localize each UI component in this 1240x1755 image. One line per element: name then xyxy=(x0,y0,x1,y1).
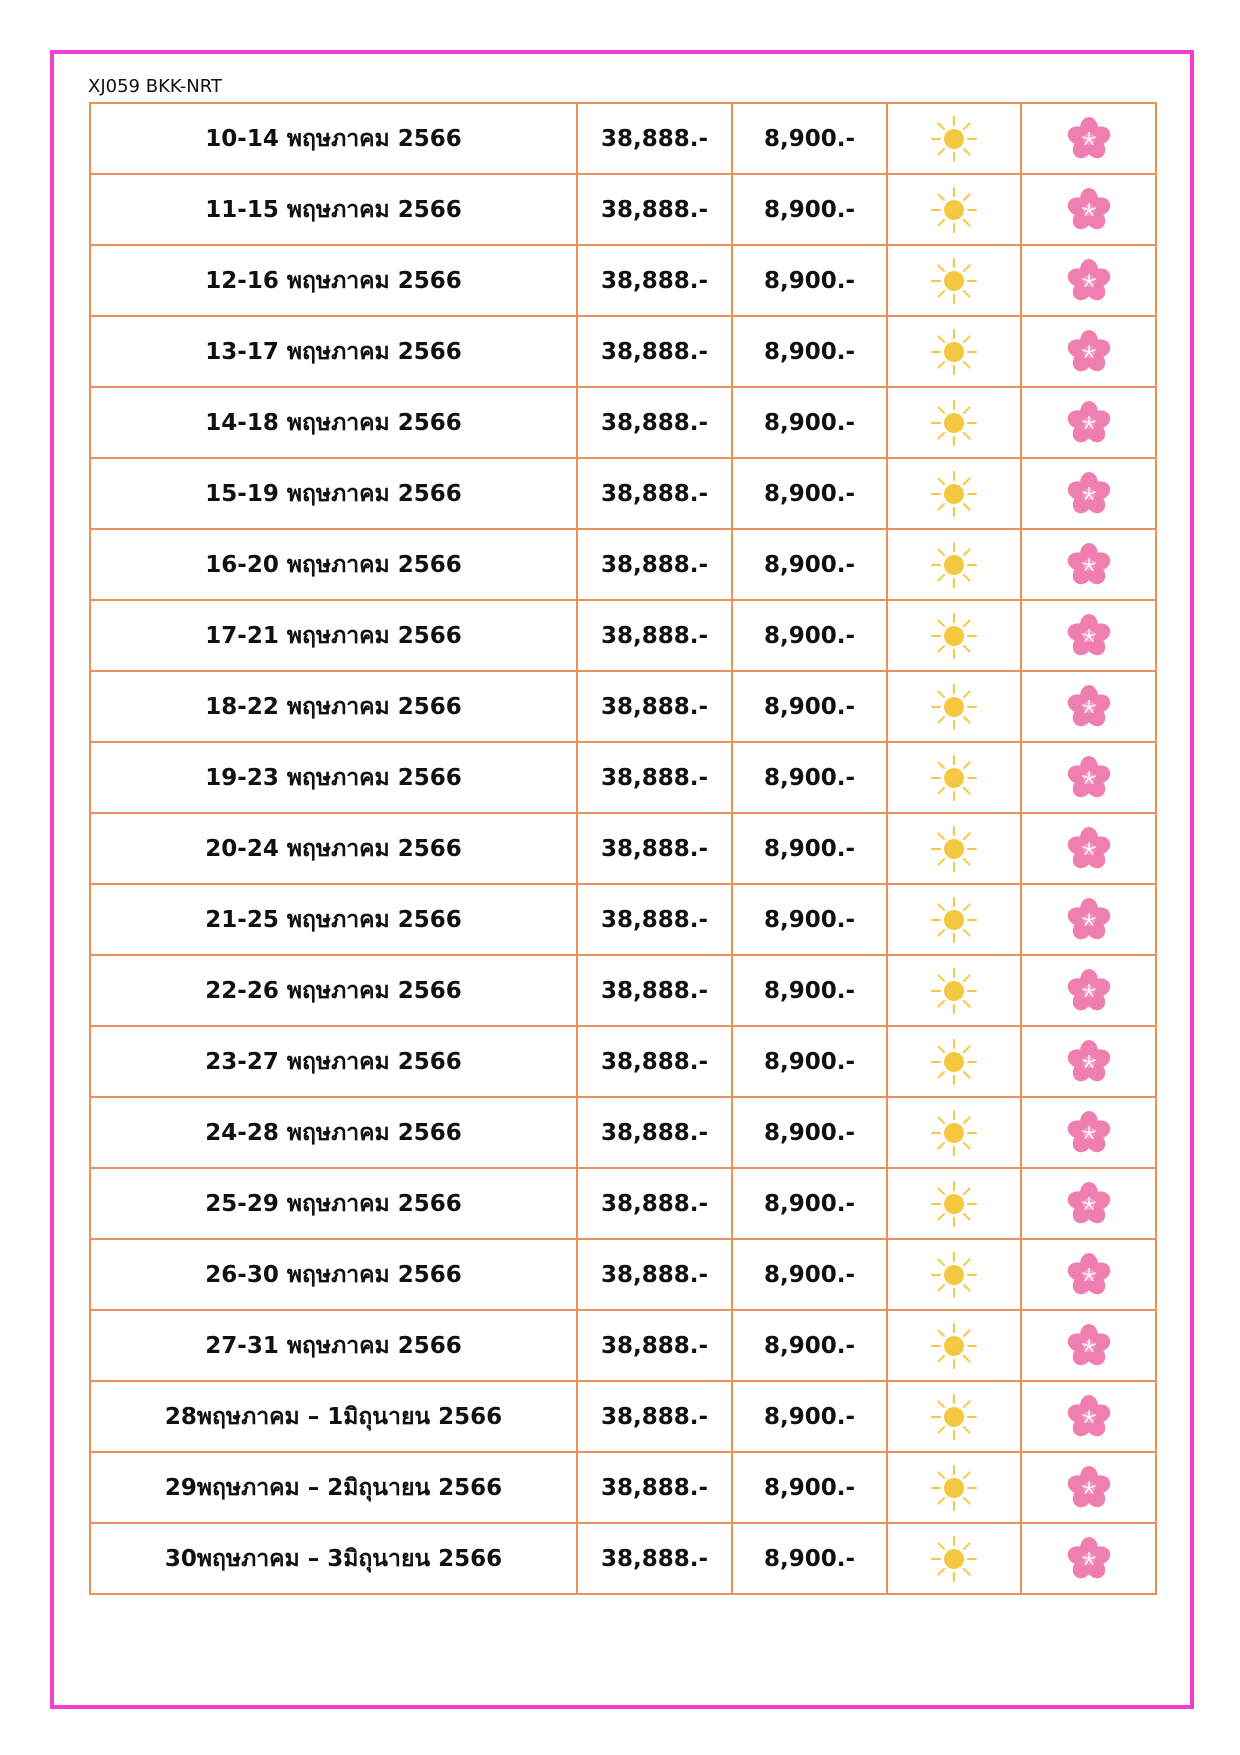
flower-cell xyxy=(1021,1168,1156,1239)
departure-date: 13-17 พฤษภาคม 2566 xyxy=(90,316,577,387)
sun-icon xyxy=(888,541,1020,589)
adult-price: 38,888.- xyxy=(577,813,732,884)
single-supplement: 8,900.- xyxy=(732,1026,887,1097)
season-cell xyxy=(887,458,1021,529)
season-cell xyxy=(887,387,1021,458)
table-row xyxy=(90,1310,1156,1381)
sun-icon xyxy=(888,1535,1020,1583)
sun-icon xyxy=(888,1038,1020,1086)
departure-date: 10-14 พฤษภาคม 2566 xyxy=(90,103,577,174)
flower-cell xyxy=(1021,671,1156,742)
sun-icon xyxy=(888,186,1020,234)
season-cell xyxy=(887,742,1021,813)
adult-price: 38,888.- xyxy=(577,884,732,955)
adult-price: 38,888.- xyxy=(577,1523,732,1594)
adult-price: 38,888.- xyxy=(577,458,732,529)
sakura-icon xyxy=(1022,541,1155,589)
flower-cell xyxy=(1021,1239,1156,1310)
sakura-icon xyxy=(1022,967,1155,1015)
sun-icon xyxy=(888,470,1020,518)
departure-date: 29พฤษภาคม – 2มิถุนายน 2566 xyxy=(90,1452,577,1523)
sun-icon xyxy=(888,257,1020,305)
table-row xyxy=(90,387,1156,458)
adult-price: 38,888.- xyxy=(577,1239,732,1310)
departure-date: 27-31 พฤษภาคม 2566 xyxy=(90,1310,577,1381)
departure-date: 24-28 พฤษภาคม 2566 xyxy=(90,1097,577,1168)
adult-price: 38,888.- xyxy=(577,174,732,245)
table-row xyxy=(90,1239,1156,1310)
single-supplement: 8,900.- xyxy=(732,174,887,245)
sun-icon xyxy=(888,1322,1020,1370)
departure-date: 21-25 พฤษภาคม 2566 xyxy=(90,884,577,955)
season-cell xyxy=(887,245,1021,316)
sun-icon xyxy=(888,967,1020,1015)
table-row xyxy=(90,103,1156,174)
single-supplement: 8,900.- xyxy=(732,1097,887,1168)
season-cell xyxy=(887,671,1021,742)
season-cell xyxy=(887,103,1021,174)
single-supplement: 8,900.- xyxy=(732,955,887,1026)
sakura-icon xyxy=(1022,1322,1155,1370)
table-row xyxy=(90,529,1156,600)
flower-cell xyxy=(1021,884,1156,955)
flower-cell xyxy=(1021,103,1156,174)
flower-cell xyxy=(1021,316,1156,387)
departure-date: 26-30 พฤษภาคม 2566 xyxy=(90,1239,577,1310)
sakura-icon xyxy=(1022,1535,1155,1583)
sun-icon xyxy=(888,683,1020,731)
departure-date: 22-26 พฤษภาคม 2566 xyxy=(90,955,577,1026)
season-cell xyxy=(887,600,1021,671)
single-supplement: 8,900.- xyxy=(732,671,887,742)
single-supplement: 8,900.- xyxy=(732,103,887,174)
single-supplement: 8,900.- xyxy=(732,884,887,955)
flower-cell xyxy=(1021,1026,1156,1097)
departure-date: 25-29 พฤษภาคม 2566 xyxy=(90,1168,577,1239)
sakura-icon xyxy=(1022,1251,1155,1299)
single-supplement: 8,900.- xyxy=(732,316,887,387)
sakura-icon xyxy=(1022,825,1155,873)
adult-price: 38,888.- xyxy=(577,600,732,671)
single-supplement: 8,900.- xyxy=(732,600,887,671)
single-supplement: 8,900.- xyxy=(732,1168,887,1239)
single-supplement: 8,900.- xyxy=(732,1239,887,1310)
season-cell xyxy=(887,1452,1021,1523)
departure-date: 19-23 พฤษภาคม 2566 xyxy=(90,742,577,813)
flower-cell xyxy=(1021,387,1156,458)
single-supplement: 8,900.- xyxy=(732,1523,887,1594)
sakura-icon xyxy=(1022,1038,1155,1086)
sakura-icon xyxy=(1022,896,1155,944)
sun-icon xyxy=(888,1464,1020,1512)
sun-icon xyxy=(888,399,1020,447)
sun-icon xyxy=(888,115,1020,163)
season-cell xyxy=(887,174,1021,245)
sakura-icon xyxy=(1022,115,1155,163)
single-supplement: 8,900.- xyxy=(732,529,887,600)
flower-cell xyxy=(1021,600,1156,671)
single-supplement: 8,900.- xyxy=(732,1381,887,1452)
single-supplement: 8,900.- xyxy=(732,458,887,529)
departure-date: 30พฤษภาคม – 3มิถุนายน 2566 xyxy=(90,1523,577,1594)
table-row xyxy=(90,1097,1156,1168)
table-row xyxy=(90,245,1156,316)
flower-cell xyxy=(1021,1097,1156,1168)
sun-icon xyxy=(888,1109,1020,1157)
table-row xyxy=(90,1523,1156,1594)
single-supplement: 8,900.- xyxy=(732,813,887,884)
flower-cell xyxy=(1021,1381,1156,1452)
sakura-icon xyxy=(1022,754,1155,802)
adult-price: 38,888.- xyxy=(577,1097,732,1168)
adult-price: 38,888.- xyxy=(577,671,732,742)
sakura-icon xyxy=(1022,683,1155,731)
adult-price: 38,888.- xyxy=(577,1381,732,1452)
flower-cell xyxy=(1021,174,1156,245)
table-row xyxy=(90,1026,1156,1097)
sun-icon xyxy=(888,1180,1020,1228)
flower-cell xyxy=(1021,1523,1156,1594)
table-row xyxy=(90,955,1156,1026)
flower-cell xyxy=(1021,742,1156,813)
flower-cell xyxy=(1021,1310,1156,1381)
sakura-icon xyxy=(1022,1393,1155,1441)
flower-cell xyxy=(1021,245,1156,316)
table-row xyxy=(90,671,1156,742)
departure-date: 23-27 พฤษภาคม 2566 xyxy=(90,1026,577,1097)
sakura-icon xyxy=(1022,1180,1155,1228)
season-cell xyxy=(887,1168,1021,1239)
adult-price: 38,888.- xyxy=(577,1452,732,1523)
adult-price: 38,888.- xyxy=(577,245,732,316)
flower-cell xyxy=(1021,813,1156,884)
sun-icon xyxy=(888,1393,1020,1441)
sakura-icon xyxy=(1022,1464,1155,1512)
season-cell xyxy=(887,1026,1021,1097)
adult-price: 38,888.- xyxy=(577,316,732,387)
departure-date: 28พฤษภาคม – 1มิถุนายน 2566 xyxy=(90,1381,577,1452)
sakura-icon xyxy=(1022,1109,1155,1157)
season-cell xyxy=(887,529,1021,600)
departure-table xyxy=(89,102,1157,1595)
adult-price: 38,888.- xyxy=(577,742,732,813)
season-cell xyxy=(887,1239,1021,1310)
sakura-icon xyxy=(1022,257,1155,305)
table-row xyxy=(90,600,1156,671)
single-supplement: 8,900.- xyxy=(732,387,887,458)
table-row xyxy=(90,1452,1156,1523)
sun-icon xyxy=(888,612,1020,660)
season-cell xyxy=(887,1381,1021,1452)
adult-price: 38,888.- xyxy=(577,387,732,458)
sakura-icon xyxy=(1022,186,1155,234)
departure-date: 12-16 พฤษภาคม 2566 xyxy=(90,245,577,316)
flower-cell xyxy=(1021,529,1156,600)
season-cell xyxy=(887,813,1021,884)
sun-icon xyxy=(888,896,1020,944)
season-cell xyxy=(887,1310,1021,1381)
single-supplement: 8,900.- xyxy=(732,245,887,316)
table-row xyxy=(90,316,1156,387)
flower-cell xyxy=(1021,955,1156,1026)
departure-date: 14-18 พฤษภาคม 2566 xyxy=(90,387,577,458)
table-row xyxy=(90,1381,1156,1452)
adult-price: 38,888.- xyxy=(577,1310,732,1381)
table-row xyxy=(90,813,1156,884)
adult-price: 38,888.- xyxy=(577,1168,732,1239)
tour-code: XJ059 BKK-NRT xyxy=(88,76,222,97)
season-cell xyxy=(887,884,1021,955)
departure-date: 17-21 พฤษภาคม 2566 xyxy=(90,600,577,671)
sakura-icon xyxy=(1022,399,1155,447)
adult-price: 38,888.- xyxy=(577,1026,732,1097)
adult-price: 38,888.- xyxy=(577,103,732,174)
departure-date: 15-19 พฤษภาคม 2566 xyxy=(90,458,577,529)
adult-price: 38,888.- xyxy=(577,529,732,600)
table-row xyxy=(90,742,1156,813)
table-row xyxy=(90,884,1156,955)
single-supplement: 8,900.- xyxy=(732,742,887,813)
season-cell xyxy=(887,316,1021,387)
sun-icon xyxy=(888,825,1020,873)
season-cell xyxy=(887,955,1021,1026)
flower-cell xyxy=(1021,458,1156,529)
sakura-icon xyxy=(1022,328,1155,376)
departure-date: 11-15 พฤษภาคม 2566 xyxy=(90,174,577,245)
table-row xyxy=(90,174,1156,245)
flower-cell xyxy=(1021,1452,1156,1523)
sun-icon xyxy=(888,328,1020,376)
table-row xyxy=(90,1168,1156,1239)
adult-price: 38,888.- xyxy=(577,955,732,1026)
departure-date: 20-24 พฤษภาคม 2566 xyxy=(90,813,577,884)
sun-icon xyxy=(888,1251,1020,1299)
sakura-icon xyxy=(1022,470,1155,518)
single-supplement: 8,900.- xyxy=(732,1452,887,1523)
season-cell xyxy=(887,1097,1021,1168)
sakura-icon xyxy=(1022,612,1155,660)
departure-date: 18-22 พฤษภาคม 2566 xyxy=(90,671,577,742)
sun-icon xyxy=(888,754,1020,802)
single-supplement: 8,900.- xyxy=(732,1310,887,1381)
departure-date: 16-20 พฤษภาคม 2566 xyxy=(90,529,577,600)
table-row xyxy=(90,458,1156,529)
season-cell xyxy=(887,1523,1021,1594)
